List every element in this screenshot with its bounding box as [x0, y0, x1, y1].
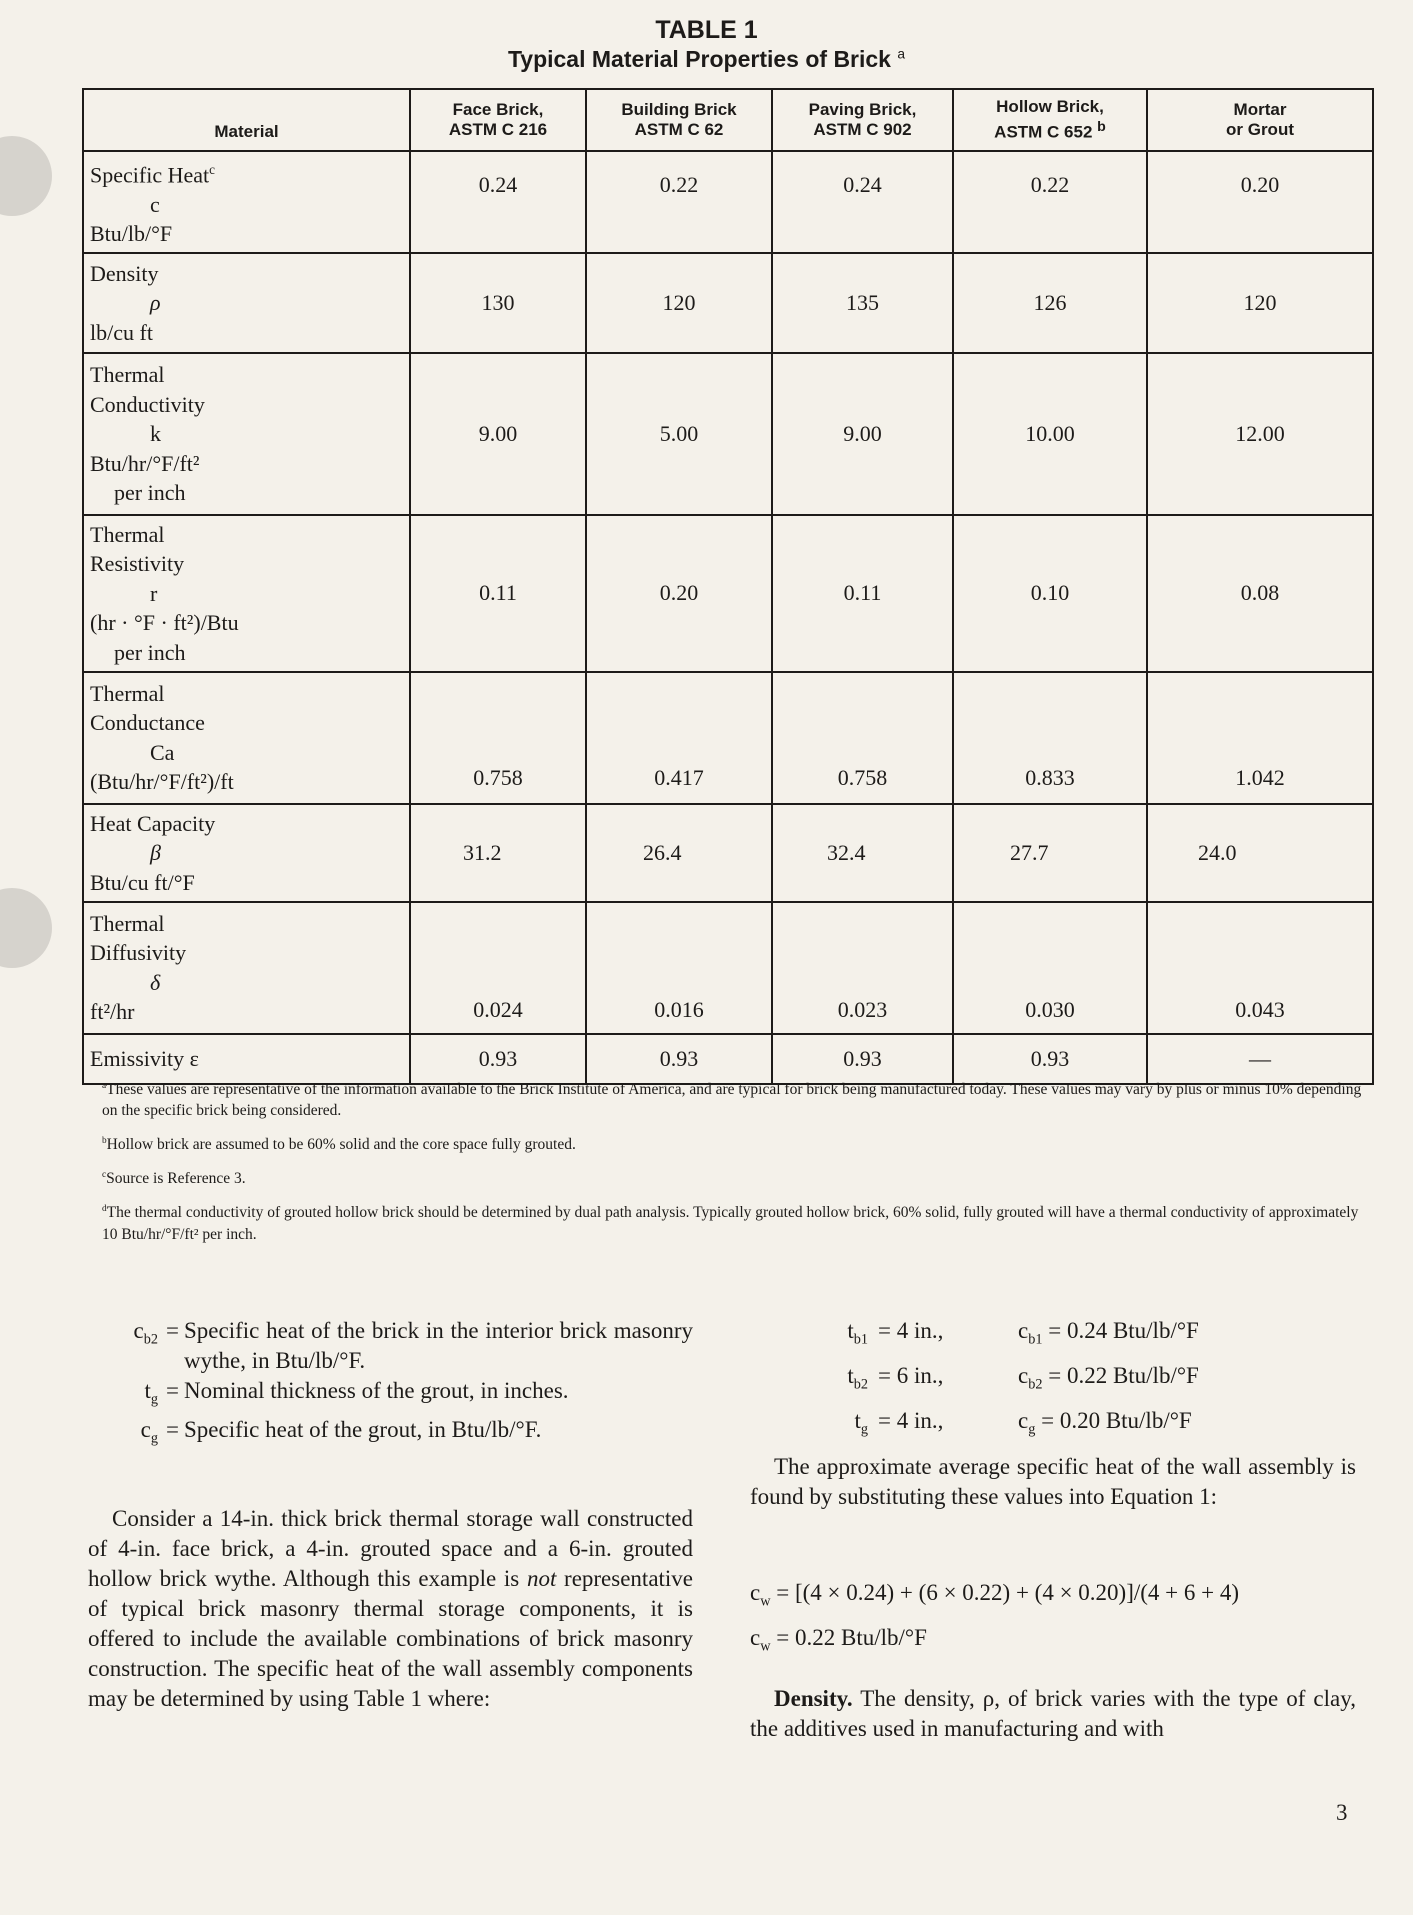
table-cell: 26.4: [586, 804, 772, 902]
table-cell: 120: [586, 253, 772, 353]
example-values: [750, 1316, 1356, 1451]
table-cell: 0.043: [1147, 902, 1373, 1034]
table-row: [83, 902, 1373, 1034]
table-cell: 5.00: [586, 353, 772, 515]
table-cell: 9.00: [772, 353, 953, 515]
definition-item: $c_g$ = Specific heat of the grout, in Btu/lb/°F.: [140, 1416, 542, 1447]
binder-hole-top: [0, 136, 52, 216]
table-cell: 31.2: [410, 804, 586, 902]
footnote-b: $^b$Hollow brick are assumed to be 60% solid and the core space fully grouted.: [102, 1136, 576, 1154]
equation-line: $c_w = 0.22$ Btu/lb/°F: [750, 1625, 927, 1655]
density-paragraph: Density. The density, ρ, of brick varies with the type of clay, the additives used in manufacturing and with: [750, 1686, 1356, 1741]
row-label-thermal-diffusivity: Thermal Diffusivity δ ft²/hr: [83, 902, 410, 1034]
table-header-row: [83, 89, 1373, 151]
table-row: [83, 353, 1373, 515]
average-paragraph: The approximate average specific heat of the wall assembly is found by substituting these values into Equation 1:: [750, 1454, 1356, 1509]
table-row: [83, 253, 1373, 353]
table-cell: 10.00: [953, 353, 1147, 515]
table-cell: 0.24: [410, 151, 586, 253]
table-cell: 0.016: [586, 902, 772, 1034]
table-cell: 0.93: [586, 1034, 772, 1084]
header-material: Material: [83, 89, 410, 151]
header-paving-brick: Paving Brick, ASTM C 902: [772, 89, 953, 151]
footnote-d: $^d$The thermal conductivity of grouted hollow brick should be determined by dual path analysis. Typically grouted hollow brick, 60% solid, fully grouted will have a thermal conductivity of approximately 10 Btu/hr/°F/ft² per inch.: [102, 1204, 1359, 1243]
value-row: $t_{b2}$ = 6 in., $c_{b2} = 0.22$ Btu/lb/°F: [847, 1363, 1199, 1393]
table-cell: 27.7: [953, 804, 1147, 902]
table-cell: 120: [1147, 253, 1373, 353]
material-properties-table: [82, 88, 1374, 1085]
table-cell: 0.417: [586, 672, 772, 804]
table-cell: 0.11: [772, 515, 953, 672]
row-label-heat-capacity: Heat Capacity β Btu/cu ft/°F: [83, 804, 410, 902]
table-cell: 24.0: [1147, 804, 1373, 902]
table-footnotes: [102, 1076, 1372, 1255]
table-cell: 0.758: [410, 672, 586, 804]
table-row: [83, 151, 1373, 253]
equations: [750, 1578, 1356, 1668]
table-row: [83, 672, 1373, 804]
value-row: $t_{b1}$ = 4 in., $c_{b1} = 0.24$ Btu/lb/°F: [847, 1318, 1199, 1348]
footnote-a: $^a$These values are representative of the information available to the Brick Institute of America, and are typical for brick being manufactured today. These values may vary by plus or minus 10% depending on the specific brick being considered.: [102, 1081, 1362, 1120]
table-cell: 130: [410, 253, 586, 353]
row-label-emissivity: Emissivity ε: [83, 1034, 410, 1084]
table-cell: 0.22: [953, 151, 1147, 253]
row-label-thermal-conductance: Thermal Conductance Ca (Btu/hr/°F/ft²)/ft: [83, 672, 410, 804]
page-number: 3: [1336, 1800, 1348, 1825]
table-cell: 0.758: [772, 672, 953, 804]
table-cell: 0.24: [772, 151, 953, 253]
table-row: [83, 515, 1373, 672]
table-cell: 126: [953, 253, 1147, 353]
table-cell: 0.024: [410, 902, 586, 1034]
table-cell: 135: [772, 253, 953, 353]
value-row: $t_g$ = 4 in., $c_g = 0.20$ Btu/lb/°F: [854, 1408, 1192, 1438]
table-cell: 0.93: [410, 1034, 586, 1084]
example-paragraph: Consider a 14-in. thick brick thermal storage wall constructed of 4-in. face brick, a 4-in. grouted space and a 6-in. grouted hollow brick wythe. Although this example is not representative of typical brick masonry thermal storage components, it is offered to include the available combinations of brick masonry construction. The specific heat of the wall assembly components may be determined by using Table 1 where:: [88, 1506, 694, 1711]
table-cell: 0.030: [953, 902, 1147, 1034]
row-label-density: Density ρ lb/cu ft: [83, 253, 410, 353]
row-label-thermal-resistivity: Thermal Resistivity r (hr · °F · ft²)/Btu per inch: [83, 515, 410, 672]
table-cell: 0.08: [1147, 515, 1373, 672]
binder-hole-middle: [0, 888, 52, 968]
table-cell: 0.833: [953, 672, 1147, 804]
definition-item: $t_g$ = Nominal thickness of the grout, in inches.: [144, 1378, 569, 1408]
table-cell: 0.93: [772, 1034, 953, 1084]
header-building-brick: Building Brick ASTM C 62: [586, 89, 772, 151]
table-cell: 0.11: [410, 515, 586, 672]
table-cell: 12.00: [1147, 353, 1373, 515]
table-subtitle: Typical Material Properties of Brick $^a$: [507, 46, 906, 72]
table-cell: 0.93: [953, 1034, 1147, 1084]
variable-definitions: [88, 1316, 693, 1453]
table-cell: 0.20: [586, 515, 772, 672]
table-row: [83, 804, 1373, 902]
equation-line: $c_w = [(4 \times 0.24) + (6 \times 0.22) + (4 \times 0.20)]/(4 + 6 + 4)$: [750, 1580, 1240, 1610]
header-mortar-grout: Mortar or Grout: [1147, 89, 1373, 151]
table-cell: 1.042: [1147, 672, 1373, 804]
footnote-c: $^c$Source is Reference 3.: [102, 1170, 246, 1188]
table-cell: —: [1147, 1034, 1373, 1084]
table-title: TABLE 1: [655, 16, 758, 44]
table-cell: 0.22: [586, 151, 772, 253]
table-cell: 0.023: [772, 902, 953, 1034]
table-cell: 0.20: [1147, 151, 1373, 253]
header-hollow-brick: Hollow Brick, ASTM C 652 $^b$: [953, 89, 1147, 151]
table-cell: 9.00: [410, 353, 586, 515]
header-face-brick: Face Brick, ASTM C 216: [410, 89, 586, 151]
definition-item: $c_{b2}$ = Specific heat of the brick in the interior brick masonry wythe, in Btu/lb/°F.: [133, 1318, 693, 1373]
row-label-thermal-conductivity: Thermal Conductivity k Btu/hr/°F/ft² per inch: [83, 353, 410, 515]
row-label-specific-heat: Specific Heat$^c$ c Btu/lb/°F: [83, 151, 410, 253]
table-cell: 32.4: [772, 804, 953, 902]
table-cell: 0.10: [953, 515, 1147, 672]
